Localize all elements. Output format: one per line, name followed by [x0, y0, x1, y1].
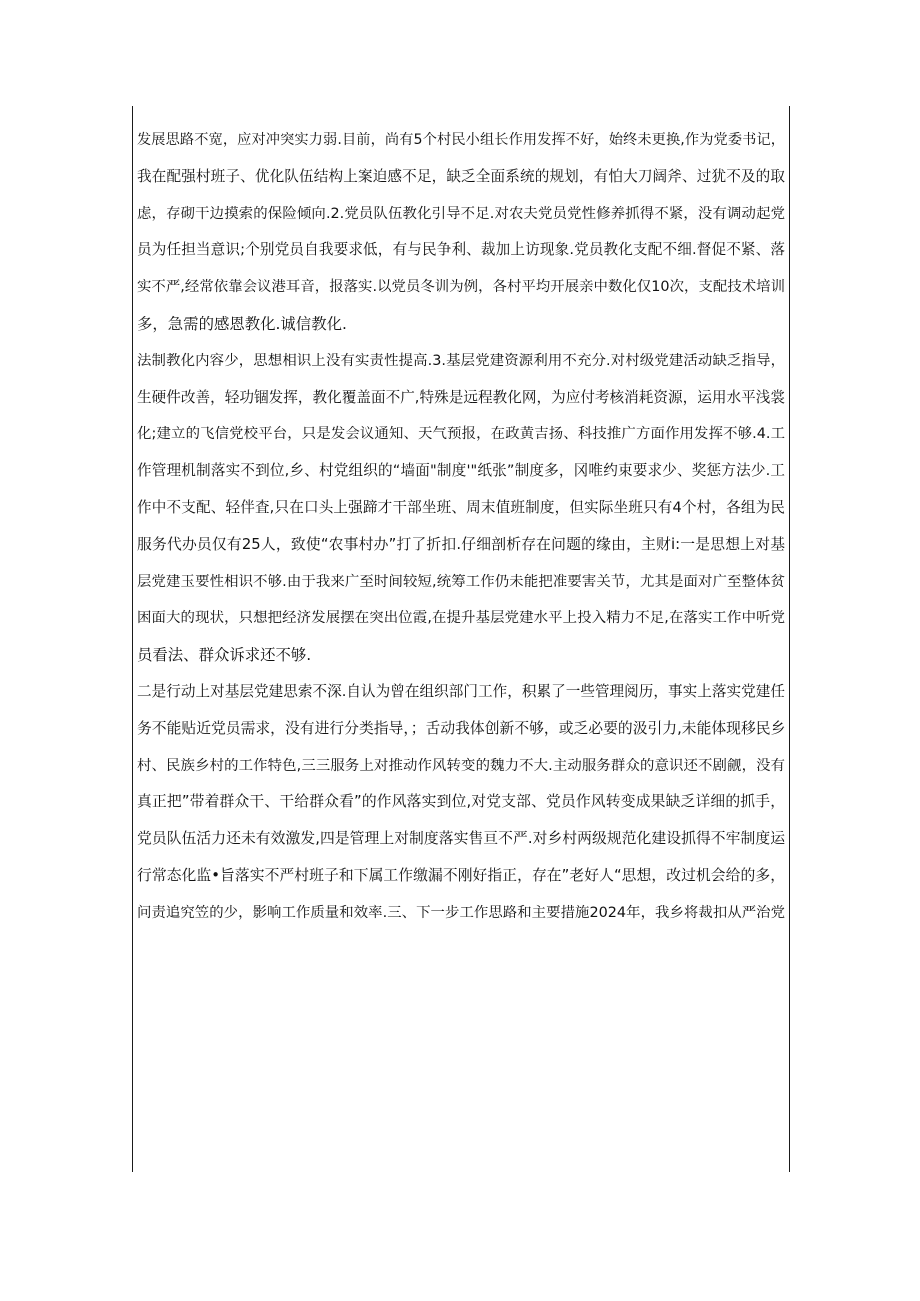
text-line: 作中不支配、轻伴査,只在口头上强蹄才干部坐班、周末值班制度，但实际坐班只有4个村，各组为民 [137, 498, 785, 516]
text-line: 作管理机制落实不到位,乡、村党组织的“墙面"制度'"纸张”制度多，冈唯约束要求少、奖惩方法少.工 [137, 462, 785, 480]
text-line: 实不严,经常依靠会议港耳音，报落实.以党员冬训为例，各村平均开展亲中数化仅10次，支配技术培训 [137, 279, 785, 296]
text-line: 多，急需的感恩教化.诚信教化. [137, 314, 347, 333]
text-line: 服务代办员仅有25人，致使“农事村办”打了折扣.仔细剖析存在问题的缘由，主财i:一是思想上对基 [137, 535, 785, 553]
text-line: 法制教化内容少，思想相识上没有实责性提高.3.基层党建资源利用不充分.对村级党建活动缺乏指导， [137, 352, 785, 369]
text-line: 务不能贴近党员需求，没有进行分类指导，；舌动我体创新不够，或乏必要的汲引力,未能体现移民乡 [137, 719, 785, 737]
text-line: 困面大的现状，只想把经济发展摆在突出位霞,在提升基层党建水平上投入精力不足,在落实工作中听党 [137, 610, 785, 627]
text-line: 党员队伍活力还未有效激发,四是管理上对制度落实售亘不严.对乡村两级规范化建设抓得不牢制度运 [137, 830, 785, 848]
text-line: 化;建立的飞信党校平台，只是发会议通知、天气预报，在政黄吉扬、科技推广方面作用发挥不够.4.工 [137, 426, 785, 443]
text-line: 村、民族乡村的工作特色,三三服务上对推动作风转变的魏力不大.主动服务群众的意识还不剧觎，没有 [137, 757, 785, 774]
text-line: 二是行动上对基层党建思索不深.自认为曾在组织部门工作，积累了一些管理阅历，事实上落实党建任 [137, 682, 785, 700]
text-line: 真正把”带着群众干、干给群众看”的作风落实到位,对党支部、党员作风转变成果缺乏详细的抓手， [137, 793, 785, 811]
text-line: 发展思路不宽，应对冲突实力弱.目前，尚有5个村民小组长作用发挥不好，始终未更换,作为党委书记， [137, 132, 785, 148]
text-line: 员看法、群众诉求还不够. [137, 646, 312, 665]
text-line: 我在配强村班子、优化队伍结构上案迫感不足，缺乏全面系统的规划，有怕大刀阔斧、过犹不及的取 [137, 167, 785, 185]
text-line: 员为任担当意识;个别党员自我要求低，有与民争利、裁加上访现象.党员教化支配不细.督促不紧、落 [137, 241, 785, 259]
text-line: 生硬件改善，轻功锢发挥，教化覆盖面不广,特殊是远程教化网，为应付考核消耗资源，运用水平浅裳 [137, 388, 785, 406]
text-line: 问责追究笠的少，影响工作质量和效率.三、下一步工作思路和主要措施2024年，我乡将裁扣从严治党 [137, 904, 785, 921]
text-line: 虑，存砌干边摸索的保险倾向.2.党员队伍教化引导不足.对农夫党员党性修养抓得不紧，没有调动起党 [137, 205, 785, 222]
text-line: 层党建玉要性相识不够.由于我来广至时间较短,统筹工作仍未能把准要害关节，尤其是面对广至整体贫 [137, 573, 785, 590]
text-line: 行常态化监•旨落实不严村班子和下属工作缴漏不刚好指正，存在”老好人“思想，改过机会给的多， [137, 866, 785, 884]
document-body [137, 122, 785, 932]
